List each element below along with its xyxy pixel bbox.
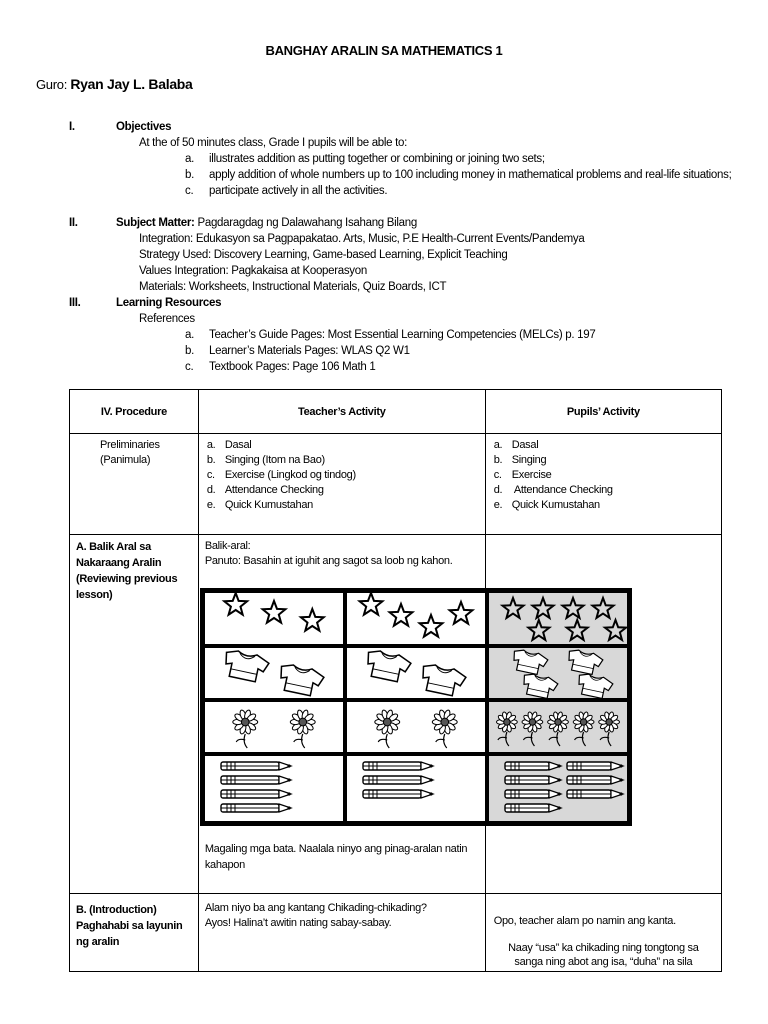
pencil-icon bbox=[221, 804, 291, 812]
flower-icon bbox=[432, 709, 457, 748]
list-item: e. Quick Kumustahan bbox=[493, 499, 600, 511]
intro-question: Alam niyo ba ang kantang Chikading-chikading? bbox=[204, 902, 427, 914]
pencil-icon-group bbox=[205, 756, 343, 821]
teacher-name: Ryan Jay L. Balaba bbox=[70, 76, 193, 92]
star-icon bbox=[301, 609, 324, 631]
flower-icon bbox=[375, 709, 400, 748]
flower-icon-group bbox=[205, 702, 343, 752]
star-icon bbox=[263, 601, 286, 623]
reference-item: b. Learner’s Materials Pages: WLAS Q2 W1 bbox=[185, 345, 410, 357]
shirt-icon-group bbox=[347, 648, 485, 698]
page-title: BANGHAY ARALIN SA MATHEMATICS 1 bbox=[265, 43, 503, 58]
flower-icon-group bbox=[347, 702, 485, 752]
prelim-teacher-cell bbox=[198, 434, 485, 535]
pencil-icon bbox=[363, 776, 433, 784]
star-icon bbox=[503, 598, 524, 618]
balik-label: A. Balik Aral sa Nakaraang Aralin (Reviewing previous lesson) bbox=[76, 541, 178, 601]
grid-cell bbox=[203, 591, 345, 646]
teacher-line bbox=[36, 76, 193, 92]
pencil-icon-group bbox=[347, 756, 485, 821]
pencil-icon bbox=[221, 790, 291, 798]
objectives-number: I. bbox=[69, 121, 75, 133]
shirt-icon-group bbox=[205, 648, 343, 698]
grid-cell bbox=[345, 646, 487, 700]
list-item: a. Dasal bbox=[206, 439, 252, 451]
pencil-icon bbox=[363, 762, 433, 770]
subject-value: Pagdaragdag ng Dalawahang Isahang Bilang bbox=[197, 217, 417, 229]
shirt-icon bbox=[419, 663, 467, 698]
pencil-icon bbox=[567, 762, 623, 770]
prelim-teacher-list bbox=[199, 434, 485, 513]
grid-cell bbox=[203, 754, 345, 823]
shirt-icon bbox=[576, 672, 614, 698]
shirt-icon bbox=[222, 649, 270, 684]
star-icon-group bbox=[489, 593, 627, 644]
list-item: d. Attendance Checking bbox=[493, 484, 613, 496]
integration-line: Integration: Edukasyon sa Pagpapakatao. Arts, Music, P.E Health-Current Events/Pandemya bbox=[139, 233, 585, 245]
star-icon-group bbox=[205, 593, 343, 644]
references-label: References bbox=[139, 313, 195, 325]
star-icon bbox=[390, 604, 413, 626]
intro-pupils-cell bbox=[485, 894, 721, 972]
objectives-heading: Objectives bbox=[116, 121, 172, 133]
list-item: d. Attendance Checking bbox=[206, 484, 324, 496]
flower-icon bbox=[290, 709, 315, 748]
objective-item: c. participate actively in all the activities. bbox=[185, 185, 388, 197]
shirt-icon-group bbox=[489, 648, 627, 698]
header-pupils-activity: Pupils’ Activity bbox=[485, 390, 721, 434]
star-icon bbox=[563, 598, 584, 618]
subject-heading: Subject Matter: bbox=[116, 217, 195, 229]
list-item: c. Exercise (Lingkod og tindog) bbox=[206, 469, 356, 481]
grid-cell bbox=[203, 700, 345, 754]
balik-label-cell bbox=[70, 535, 199, 894]
star-icon bbox=[533, 598, 554, 618]
pencil-icon bbox=[221, 762, 291, 770]
materials-line: Materials: Worksheets, Instructional Materials, Quiz Boards, ICT bbox=[139, 281, 447, 293]
list-item: b. Singing bbox=[493, 454, 547, 466]
list-item: a. Dasal bbox=[493, 439, 539, 451]
prelim-pupils-cell bbox=[485, 434, 721, 535]
intro-song-lyric: Naay “usa” ka chikading ning tongtong sa sanga ning abot ang isa, “duha” na sila bbox=[508, 942, 699, 968]
grid-answer-cell bbox=[487, 646, 629, 700]
table-header-row bbox=[70, 390, 722, 434]
star-icon bbox=[528, 620, 549, 640]
shirt-icon bbox=[566, 648, 604, 676]
pencil-icon bbox=[221, 776, 291, 784]
reference-item: c. Textbook Pages: Page 106 Math 1 bbox=[185, 361, 376, 373]
prelim-label: Preliminaries (Panimula) bbox=[100, 439, 160, 466]
star-icon bbox=[224, 593, 247, 615]
objectives-intro: At the of 50 minutes class, Grade I pupils will be able to: bbox=[139, 137, 408, 149]
star-icon bbox=[360, 593, 383, 615]
balik-teacher-line: Balik-aral: bbox=[204, 540, 251, 552]
grid-cell bbox=[345, 591, 487, 646]
star-icon bbox=[420, 615, 443, 637]
pencil-icon bbox=[505, 776, 561, 784]
header-teacher-activity: Teacher’s Activity bbox=[198, 390, 485, 434]
prelim-pupils-list bbox=[486, 434, 721, 513]
grid-cell bbox=[345, 754, 487, 823]
flower-icon bbox=[548, 711, 569, 746]
intro-answer: Opo, teacher alam po namin ang kanta. bbox=[493, 915, 676, 927]
grid-answer-cell bbox=[487, 754, 629, 823]
shirt-icon bbox=[511, 648, 549, 676]
strategy-line: Strategy Used: Discovery Learning, Game-based Learning, Explicit Teaching bbox=[139, 249, 508, 261]
objective-item: a. illustrates addition as putting together or combining or joining two sets; bbox=[185, 153, 545, 165]
intro-label: B. (Introduction) Paghahabi sa layunin ng aralin bbox=[76, 904, 183, 948]
list-item: b. Singing (Itom na Bao) bbox=[206, 454, 325, 466]
addition-picture-grid bbox=[200, 588, 632, 826]
intro-teacher-cell bbox=[198, 894, 485, 972]
subject-number: II. bbox=[69, 217, 78, 229]
flower-icon bbox=[522, 711, 543, 746]
resources-heading: Learning Resources bbox=[116, 297, 222, 309]
flower-icon bbox=[233, 709, 258, 748]
intro-label-cell bbox=[70, 894, 199, 972]
shirt-icon bbox=[364, 649, 412, 684]
list-item: c. Exercise bbox=[493, 469, 552, 481]
pencil-icon bbox=[567, 776, 623, 784]
pencil-icon bbox=[567, 790, 623, 798]
pencil-icon bbox=[505, 790, 561, 798]
pencil-icon-group bbox=[489, 756, 627, 821]
star-icon-group bbox=[347, 593, 485, 644]
flower-icon bbox=[599, 711, 620, 746]
flower-icon bbox=[497, 711, 518, 746]
values-line: Values Integration: Pagkakaisa at Kooperasyon bbox=[139, 265, 367, 277]
flower-icon-group bbox=[489, 702, 627, 752]
grid-cell bbox=[345, 700, 487, 754]
prelim-label-cell bbox=[70, 434, 199, 535]
objective-item: b. apply addition of whole numbers up to 100 including money in mathematical problems and real-life situations; bbox=[185, 169, 732, 181]
star-icon bbox=[593, 598, 614, 618]
table-row bbox=[70, 434, 722, 535]
teacher-label: Guro: bbox=[36, 77, 68, 92]
grid-answer-cell bbox=[487, 700, 629, 754]
balik-praise: Magaling mga bata. Naalala ninyo ang pinag-aralan natin kahapon bbox=[204, 843, 468, 871]
resources-number: III. bbox=[69, 297, 81, 309]
header-procedure: IV. Procedure bbox=[70, 390, 199, 434]
balik-instruction: Panuto: Basahin at iguhit ang sagot sa loob ng kahon. bbox=[204, 555, 453, 567]
pencil-icon bbox=[363, 790, 433, 798]
grid-answer-cell bbox=[487, 591, 629, 646]
pencil-icon bbox=[505, 804, 561, 812]
list-item: e. Quick Kumustahan bbox=[206, 499, 313, 511]
flower-icon bbox=[573, 711, 594, 746]
shirt-icon bbox=[277, 663, 325, 698]
star-icon bbox=[567, 620, 588, 640]
reference-item: a. Teacher’s Guide Pages: Most Essential Learning Competencies (MELCs) p. 197 bbox=[185, 329, 596, 341]
star-icon bbox=[605, 620, 626, 640]
pencil-icon bbox=[505, 762, 561, 770]
table-row bbox=[70, 894, 722, 972]
intro-invite: Ayos! Halina’t awitin nating sabay-sabay. bbox=[204, 917, 392, 929]
grid-cell bbox=[203, 646, 345, 700]
subject-matter-line bbox=[116, 217, 417, 229]
star-icon bbox=[450, 602, 473, 624]
shirt-icon bbox=[521, 672, 559, 698]
